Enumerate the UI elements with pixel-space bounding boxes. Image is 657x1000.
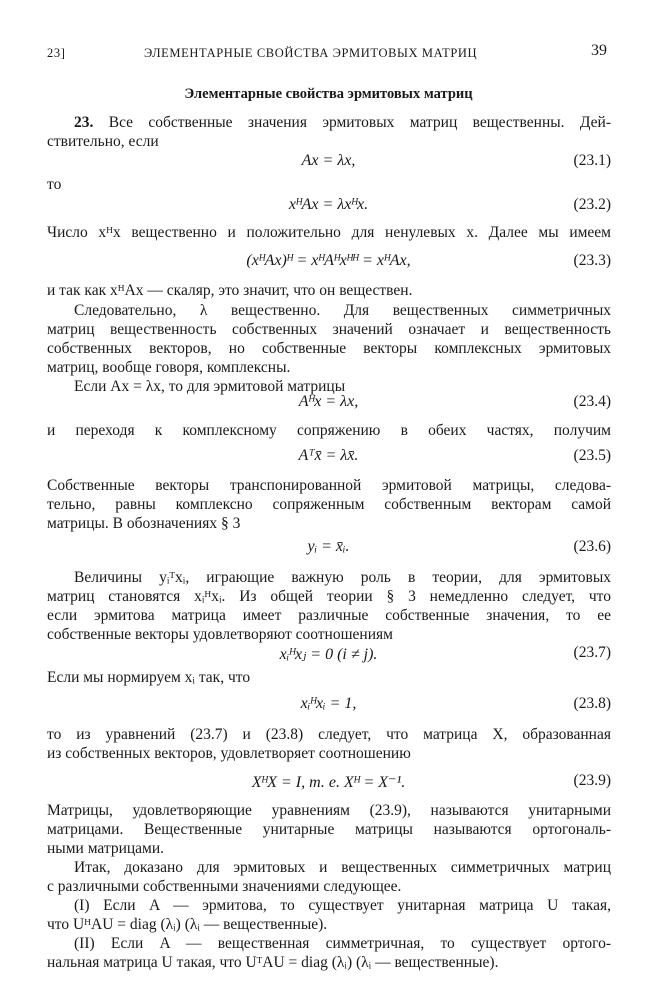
paragraph-line: из собственных векторов, удовлетворяет соотношению — [47, 745, 411, 762]
paragraph-line: Собственные векторы транспонированной эрмитовой матрицы, следова- — [47, 477, 611, 494]
paragraph-line: нальная матрица U такая, что UᵀAU = diag (λᵢ) (λᵢ — вещественные). — [47, 954, 499, 971]
paragraph-line: то из уравнений (23.7) и (23.8) следует, что матрица X, образованная — [47, 726, 611, 743]
paragraph-line: то — [47, 176, 62, 193]
equation-number: (23.7) — [573, 644, 611, 661]
paragraph-line: ствительно, если — [47, 133, 159, 150]
equation-number: (23.2) — [573, 196, 611, 213]
section-title: Элементарные свойства эрмитовых матриц — [184, 86, 473, 102]
header-section-ref: 23] — [47, 46, 66, 60]
paragraph-line: собственных векторов, но собственные векторы комплексных эрмитовых — [47, 340, 611, 357]
paragraph-line: матриц становятся xᵢᴴxᵢ. Из общей теории § 3 немедленно следует, что — [47, 588, 611, 605]
paragraph-line: собственные векторы удовлетворяют соотношениям — [47, 626, 393, 643]
paragraph-line: матриц, вообще говоря, комплексны. — [47, 359, 291, 376]
paragraph-line: матриц вещественность собственных значений означает и вещественность — [47, 321, 611, 338]
paragraph-line: матрицы. В обозначениях § 3 — [47, 515, 241, 532]
paragraph-line: (I) Если A — эрмитова, то существует унитарная матрица U такая, — [74, 897, 611, 914]
equation: Ax = λx, — [301, 152, 356, 169]
paragraph-line: 23. Все собственные значения эрмитовых матриц вещественны. Дей- — [74, 114, 611, 131]
equation: XᴴX = I, т. е. Xᴴ = X⁻¹. — [251, 774, 406, 791]
paragraph-line: тельно, равны комплексно сопряженным собственным векторам самой — [47, 496, 611, 513]
paragraph-line: и так как xᴴAx — скаляр, это значит, что он веществен. — [47, 282, 413, 299]
equation: xᵢᴴxⱼ = 0 (i ≠ j). — [279, 646, 378, 663]
equation-number: (23.8) — [573, 695, 611, 712]
paragraph-line: матрицами. Вещественные унитарные матрицы называются ортогональ- — [47, 821, 611, 838]
page-number: 39 — [591, 42, 607, 59]
equation: yᵢ = x̄ᵢ. — [307, 538, 350, 555]
paragraph-line: Величины yᵢᵀxᵢ, играющие важную роль в теории, для эрмитовых — [74, 569, 611, 586]
equation-number: (23.3) — [573, 252, 611, 269]
paragraph-line: Следовательно, λ вещественно. Для вещественных симметричных — [74, 302, 611, 319]
equation: xᵢᴴxᵢ = 1, — [300, 695, 357, 712]
paragraph-line: Итак, доказано для эрмитовых и вещественных симметричных матриц — [74, 859, 611, 876]
paragraph-line: Если Ax = λx, то для эрмитовой матрицы — [74, 378, 346, 395]
equation-number: (23.6) — [573, 538, 611, 555]
paragraph-line: Если мы нормируем xᵢ так, что — [47, 669, 251, 686]
paragraph-line: Матрицы, удовлетворяющие уравнениям (23.9), называются унитарными — [47, 802, 611, 819]
header-title: ЭЛЕМЕНТАРНЫЕ СВОЙСТВА ЭРМИТОВЫХ МАТРИЦ — [144, 46, 478, 60]
paragraph-line: и переходя к комплексному сопряжению в обеих частях, получим — [47, 422, 611, 439]
section-number: 23. — [74, 114, 94, 131]
equation-number: (23.9) — [573, 772, 611, 789]
paragraph-line: Число xᴴx вещественно и положительно для ненулевых x. Далее мы имеем — [47, 224, 611, 241]
paragraph-line: что UᴴAU = diag (λᵢ) (λᵢ — вещественные). — [47, 916, 328, 933]
equation: Aᵀx̄ = λx̄. — [298, 447, 359, 464]
equation-number: (23.4) — [573, 393, 611, 410]
equation: (xᴴAx)ᴴ = xᴴAᴴxᴴᴴ = xᴴAx, — [246, 252, 411, 269]
running-header — [47, 44, 611, 63]
equation: Aᴴx = λx, — [298, 393, 359, 410]
equation-number: (23.1) — [573, 152, 611, 169]
paragraph-line: с различными собственными значениями следующее. — [47, 878, 402, 895]
paragraph-line: (II) Если A — вещественная симметричная, то существует ортого- — [74, 935, 611, 952]
paragraph-line: ными матрицами. — [47, 840, 165, 857]
paragraph-line: если эрмитова матрица имеет различные собственные значения, то ее — [47, 607, 611, 624]
equation: xᴴAx = λxᴴx. — [288, 196, 369, 213]
equation-number: (23.5) — [573, 447, 611, 464]
